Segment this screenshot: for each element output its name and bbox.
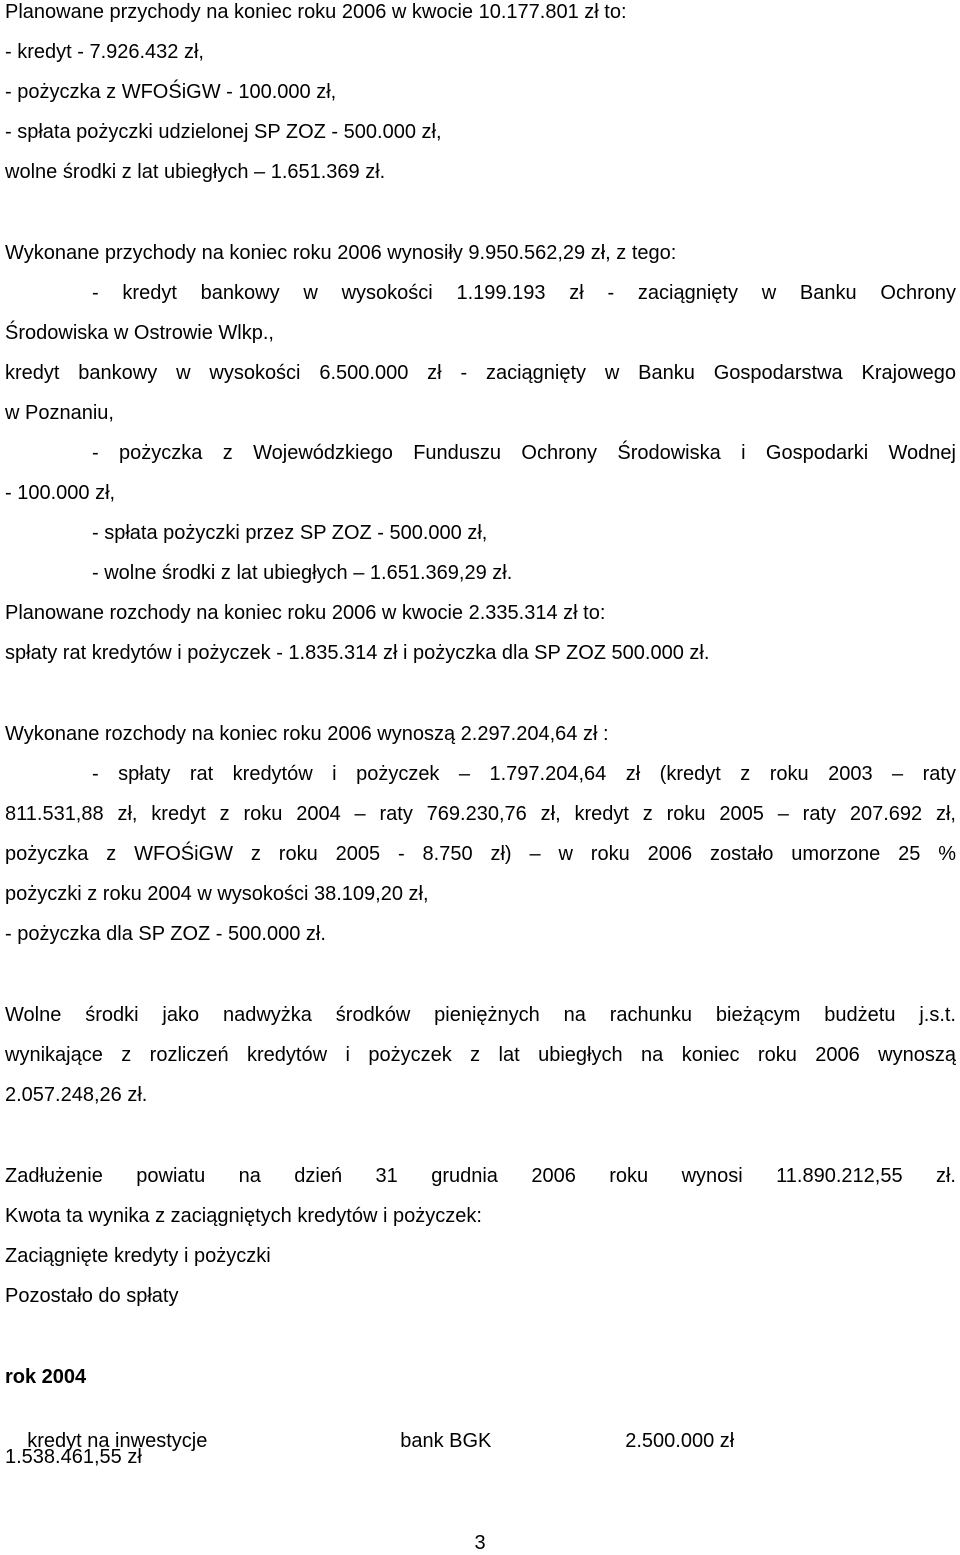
text-line: - wolne środki z lat ubiegłych – 1.651.369,29 zł. [92, 562, 513, 584]
text-line: Zadłużenie powiatu na dzień 31 grudnia 2006 roku wynosi 11.890.212,55 zł. [5, 1165, 956, 1187]
credit-amount: 2.500.000 zł [625, 1430, 735, 1452]
text-line: - pożyczka z Wojewódzkiego Funduszu Ochrony Środowiska i Gospodarki Wodnej [92, 442, 956, 464]
text-line: - pożyczka z WFOŚiGW - 100.000 zł, [5, 81, 337, 103]
text-line: pożyczka z WFOŚiGW z roku 2005 - 8.750 zł) – w roku 2006 zostało umorzone 25 % [5, 843, 956, 865]
page-number: 3 [474, 1532, 486, 1554]
text-line: kredyt bankowy w wysokości 6.500.000 zł - zaciągnięty w Banku Gospodarstwa Krajowego [5, 362, 956, 384]
text-line: spłaty rat kredytów i pożyczek - 1.835.314 zł i pożyczka dla SP ZOZ 500.000 zł. [5, 642, 710, 664]
text-line: - kredyt - 7.926.432 zł, [5, 41, 204, 63]
text-line: wolne środki z lat ubiegłych – 1.651.369 zł. [5, 161, 386, 183]
text-line: Środowiska w Ostrowie Wlkp., [5, 322, 274, 344]
text-line: wynikające z rozliczeń kredytów i pożyczek z lat ubiegłych na koniec roku 2006 wynoszą [5, 1044, 956, 1066]
text-line: Wykonane rozchody na koniec roku 2006 wynoszą 2.297.204,64 zł : [5, 723, 609, 745]
text-line: Wykonane przychody na koniec roku 2006 wynosiły 9.950.562,29 zł, z tego: [5, 242, 677, 264]
text-line: Kwota ta wynika z zaciągniętych kredytów i pożyczek: [5, 1205, 482, 1227]
text-line: - kredyt bankowy w wysokości 1.199.193 zł - zaciągnięty w Banku Ochrony [92, 282, 956, 304]
text-line: - spłaty rat kredytów i pożyczek – 1.797.204,64 zł (kredyt z roku 2003 – raty [92, 763, 956, 785]
text-line: - 100.000 zł, [5, 482, 116, 504]
remaining-amount: 1.538.461,55 zł [5, 1446, 142, 1468]
text-line: 2.057.248,26 zł. [5, 1084, 148, 1106]
bank-name: bank BGK [400, 1430, 492, 1452]
text-line: - spłata pożyczki przez SP ZOZ - 500.000 zł, [92, 522, 488, 544]
text-line: - spłata pożyczki udzielonej SP ZOZ - 500.000 zł, [5, 121, 442, 143]
text-line: pożyczki z roku 2004 w wysokości 38.109,20 zł, [5, 883, 429, 905]
text-line: Planowane przychody na koniec roku 2006 w kwocie 10.177.801 zł to: [5, 1, 627, 23]
text-line: - pożyczka dla SP ZOZ - 500.000 zł. [5, 923, 326, 945]
credit-type: kredyt na inwestycje [27, 1430, 208, 1452]
text-line: Pozostało do spłaty [5, 1285, 179, 1307]
section-heading: rok 2004 [5, 1366, 87, 1388]
text-line: Zaciągnięte kredyty i pożyczki [5, 1245, 271, 1267]
text-line: 811.531,88 zł, kredyt z roku 2004 – raty 769.230,76 zł, kredyt z roku 2005 – raty 207.692 zł, [5, 803, 956, 825]
text-line: w Poznaniu, [5, 402, 114, 424]
text-line: Planowane rozchody na koniec roku 2006 w kwocie 2.335.314 zł to: [5, 602, 606, 624]
text-line: Wolne środki jako nadwyżka środków pieniężnych na rachunku bieżącym budżetu j.s.t. [5, 1004, 956, 1026]
